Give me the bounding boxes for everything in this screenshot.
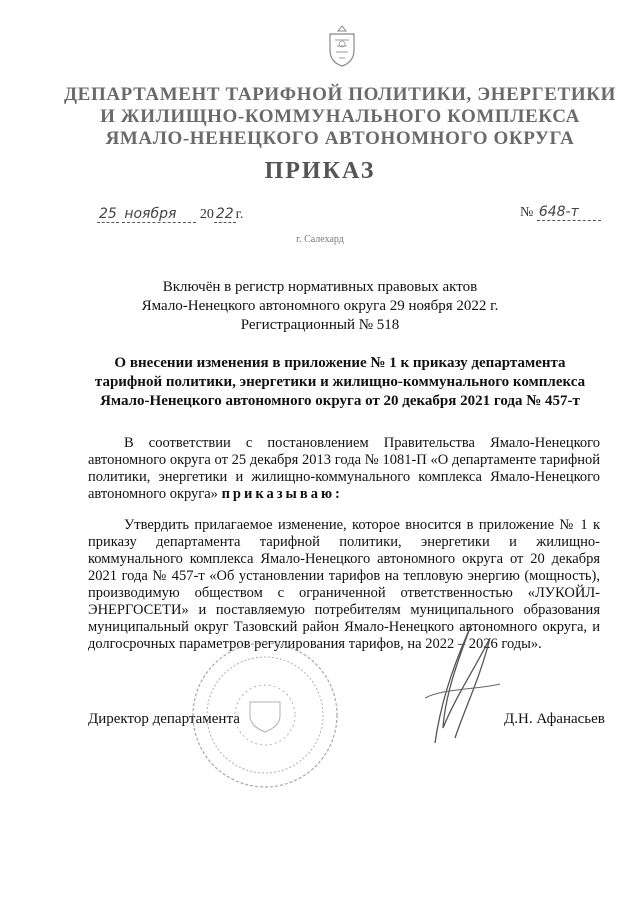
subject-line-1: О внесении изменения в приложение № 1 к приказу департамента — [114, 355, 566, 371]
department-header — [40, 84, 640, 150]
city-label: г. Салехард — [296, 234, 344, 245]
department-line-1: ДЕПАРТАМЕНТ ТАРИФНОЙ ПОЛИТИКИ, ЭНЕРГЕТИКИ — [64, 84, 616, 105]
subject-line-2: тарифной политики, энергетики и жилищно-коммунального комплекса — [94, 374, 586, 390]
date-year-suffix: 22 — [215, 206, 234, 222]
number-prefix: № — [520, 205, 534, 220]
date-day: 25 — [99, 206, 117, 222]
coat-of-arms-icon — [327, 24, 357, 68]
subject-line-3: Ямало-Ненецкого автономного округа от 20 декабря 2021 года № 457-т — [100, 393, 580, 409]
department-line-2: И ЖИЛИЩНО-КОММУНАЛЬНОГО КОМПЛЕКСА — [100, 106, 580, 127]
signatory-name: Д.Н. Афанасьев — [504, 711, 605, 727]
registration-line-3: Регистрационный № 518 — [240, 317, 400, 333]
number-value: 648-т — [537, 204, 601, 221]
date-year-end: г. — [235, 207, 244, 222]
date-month: ноября — [122, 206, 196, 223]
registration-line-1: Включён в регистр нормативных правовых актов — [162, 279, 478, 295]
registration-note — [0, 278, 640, 335]
document-number — [520, 204, 601, 221]
date-year-prefix: 20 — [199, 207, 214, 222]
preamble-paragraph — [88, 435, 600, 503]
document-date — [97, 206, 243, 223]
signatory-position: Директор департамента — [88, 711, 240, 727]
order-subject — [90, 354, 590, 411]
department-line-3: ЯМАЛО-НЕНЕЦКОГО АВТОНОМНОГО ОКРУГА — [105, 128, 575, 149]
document-type-title: ПРИКАЗ — [264, 158, 376, 184]
order-paragraph: Утвердить прилагаемое изменение, которое вносится в приложение № 1 к приказу департамента тарифной политики, энергетики и жилищно-коммунального комплекса Ямало-Ненецкого автономного округа от 20 декабря 2021 года № 457-т «Об установлении тарифов на тепловую энергию (мощность), производимую обществом с ограниченной ответственностью «ЛУКОЙЛ-ЭНЕРГОСЕТИ» и поставляемую потребителям муниципального образования муниципальный округ Тазовский район Ямало-Ненецкого автономного округа, и долгосрочных параметров регулирования тарифов, на 2022 – 2026 годы». — [88, 517, 600, 652]
preamble-text: В соответствии с постановлением Правительства Ямало-Ненецкого автономного округа от 25 декабря 2013 года № 1081-П «О департаменте тарифной политики, энергетики и жилищно-коммунального комплекса Ямало-Ненецкого автономного округа» — [88, 435, 600, 502]
registration-line-2: Ямало-Ненецкого автономного округа 29 ноября 2022 г. — [141, 298, 499, 314]
order-keyword: приказываю: — [221, 486, 343, 502]
handwritten-signature — [395, 618, 505, 748]
